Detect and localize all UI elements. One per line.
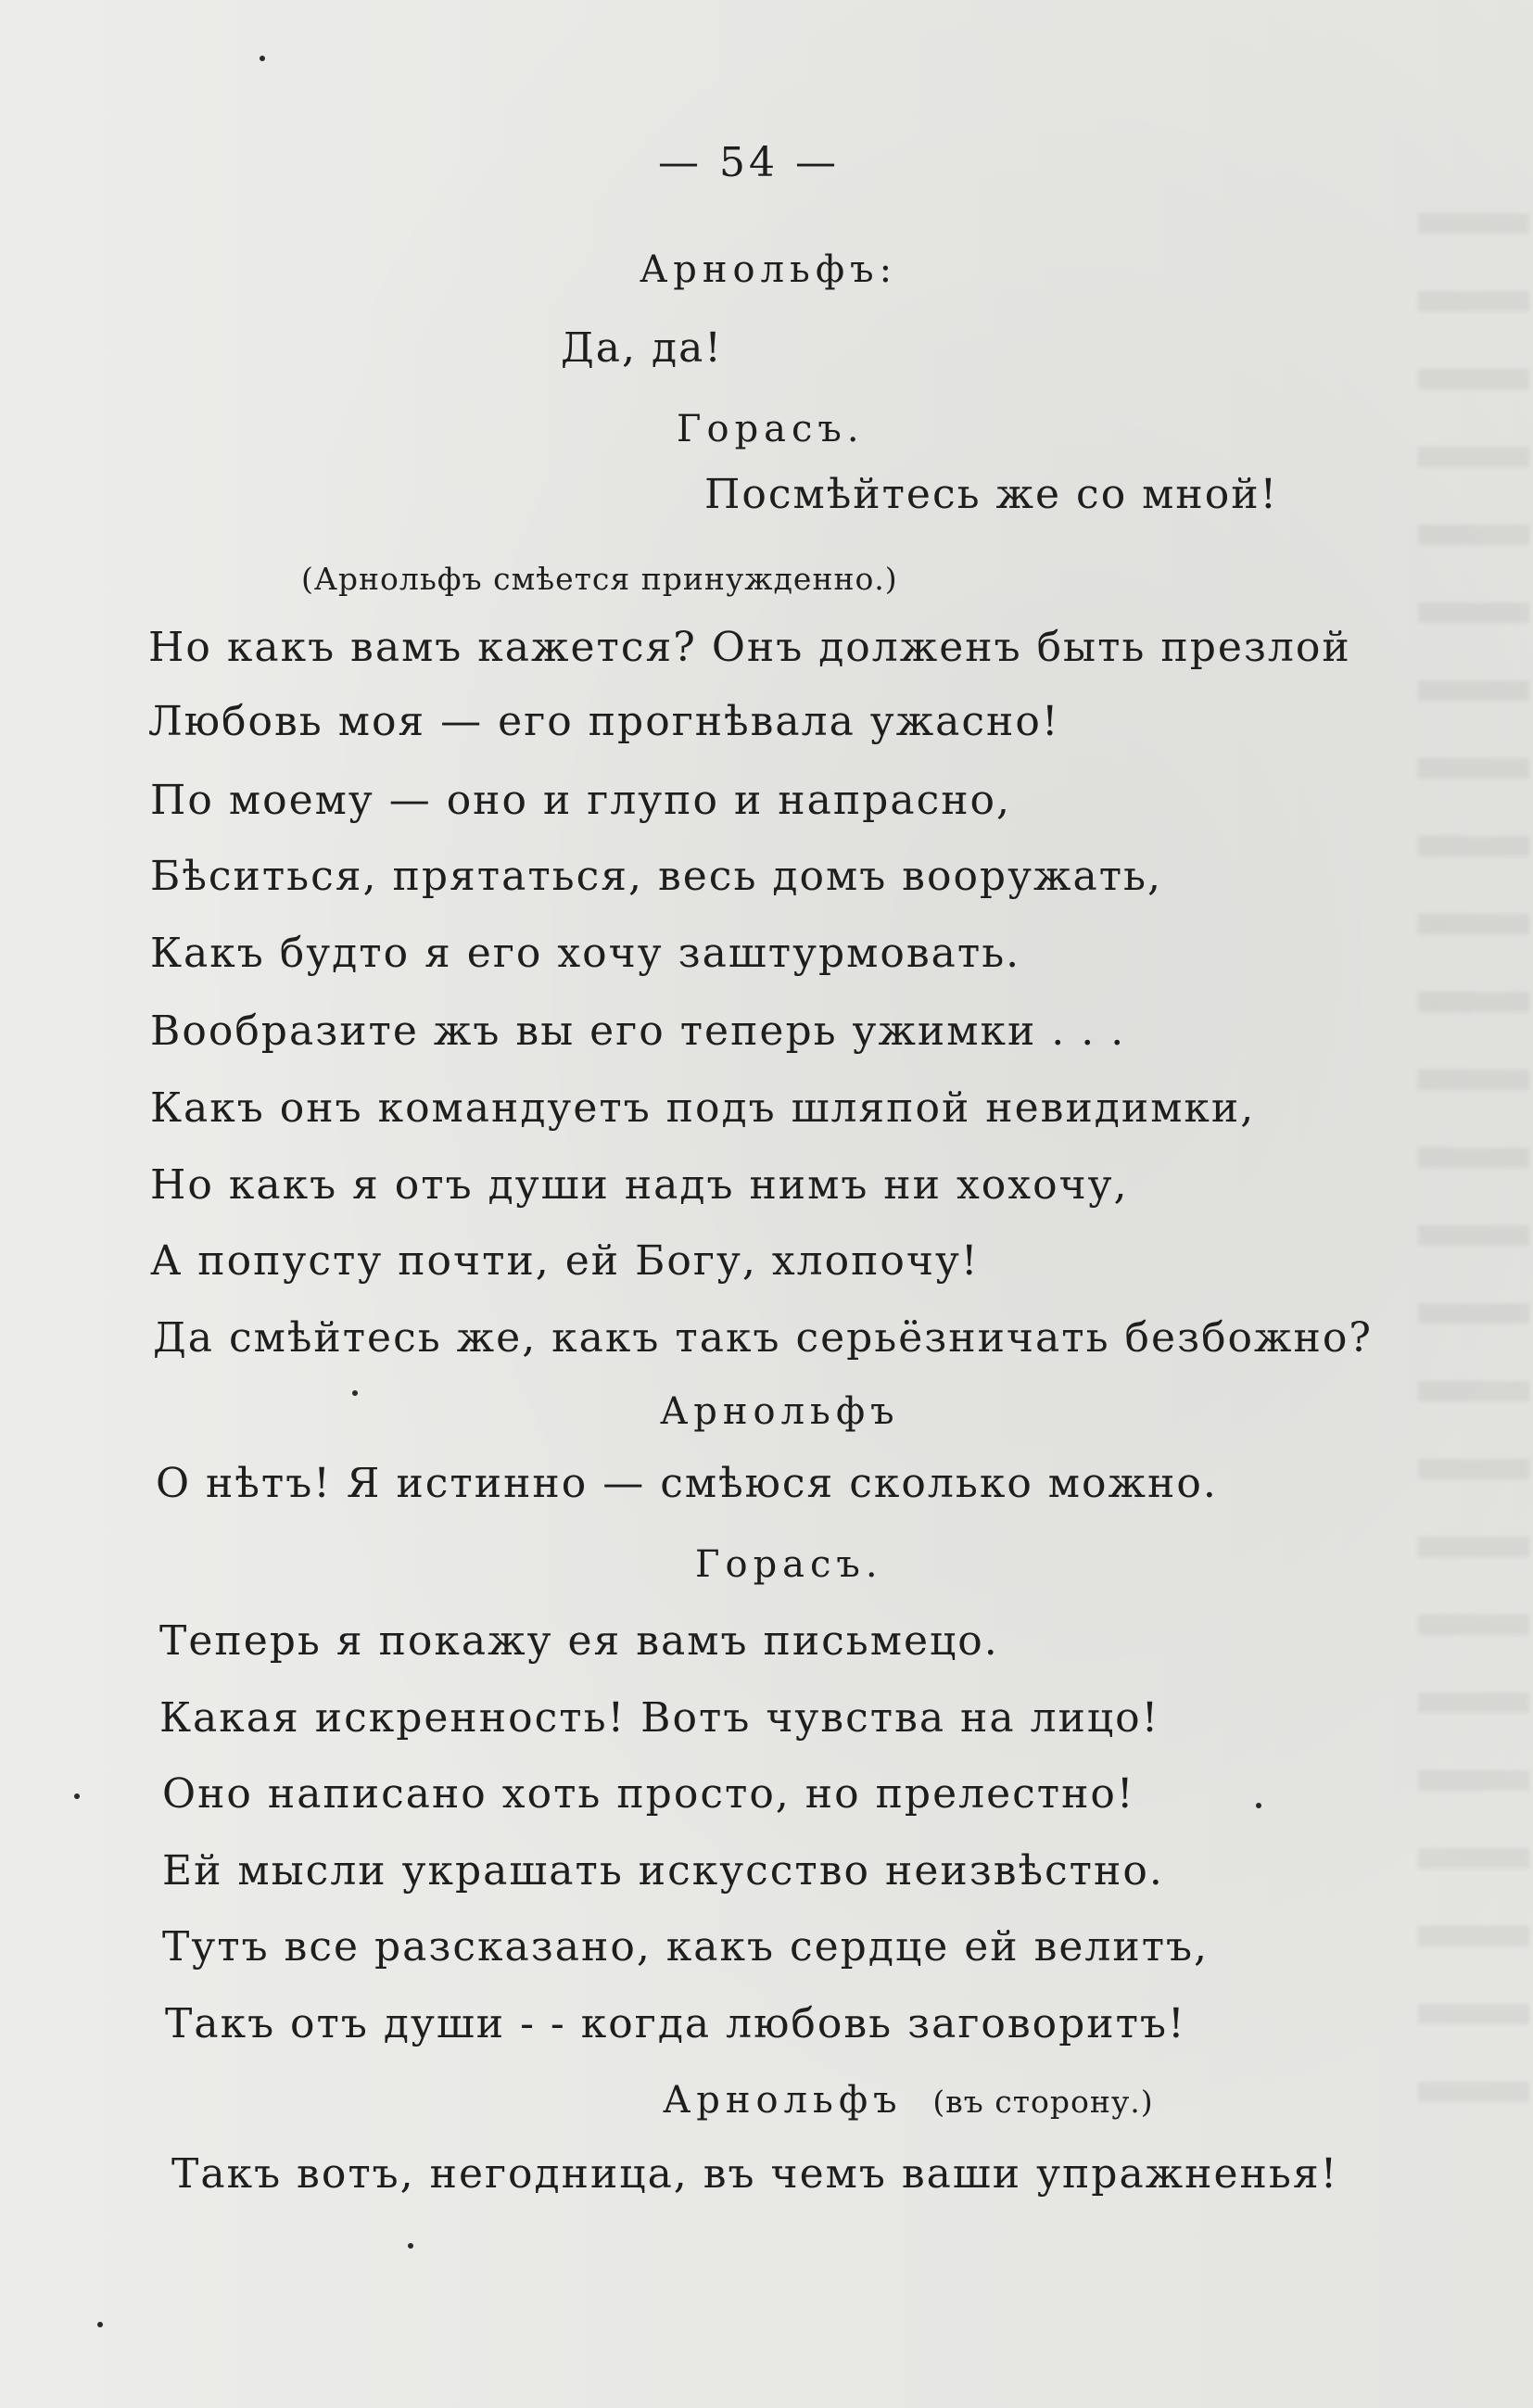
stage-direction-aside: (въ сторону.) [932, 2084, 1154, 2120]
verse-line: Вообразите жъ вы его теперь ужимки . . . [150, 1008, 1126, 1055]
verse-line: Такъ вотъ, негодница, въ чемъ ваши упражненья! [171, 2150, 1339, 2198]
verse-line: Какая искренность! Вотъ чувства на лицо! [159, 1694, 1160, 1742]
speaker-name: Арнольфъ [663, 2079, 903, 2122]
verse-line: Да, да! [561, 324, 723, 372]
verse-line: По моему — оно и глупо и напрасно, [150, 777, 1012, 824]
verse-line: Ей мысли украшать искусство неизвѣстно. [162, 1847, 1164, 1895]
verse-line: Бѣситься, прятаться, весь домъ вооружать, [150, 853, 1162, 900]
verse-line: Любовь моя — его прогнѣвала ужасно! [148, 698, 1060, 745]
paper-speck [408, 2243, 413, 2249]
speaker-horace: Горасъ. [695, 1543, 883, 1586]
paper-speck [260, 56, 265, 61]
verse-line: А попусту почти, ей Богу, хлопочу! [150, 1237, 980, 1285]
verse-line: Какъ онъ командуетъ подъ шляпой невидимки, [150, 1084, 1256, 1132]
verse-line: Тутъ все разсказано, какъ сердце ей велитъ, [162, 1923, 1210, 1971]
verse-line: Теперь я покажу ея вамъ письмецо. [159, 1617, 999, 1665]
paper-speck [352, 1390, 358, 1396]
verse-line: Да смѣйтесь же, какъ такъ серьёзничать безбожно? [153, 1314, 1373, 1362]
verse-line: Но какъ я отъ души надъ нимъ ни хохочу, [150, 1161, 1129, 1209]
verse-line: Но какъ вамъ кажется? Онъ долженъ быть презлой [148, 624, 1351, 671]
paper-speck [74, 1793, 80, 1799]
verse-line: Такъ отъ души - - когда любовь заговоритъ! [165, 2000, 1186, 2047]
speaker-arnolf: Арнольфъ [660, 1390, 900, 1433]
paper-speck [97, 2322, 103, 2327]
verse-line: Посмѣйтесь же со мной! [704, 471, 1279, 518]
stage-direction: (Арнольфъ смѣется принужденно.) [301, 561, 898, 597]
page-number: — 54 — [658, 139, 840, 186]
speaker-arnolf [663, 2079, 1154, 2122]
speaker-arnolf: Арнольфъ: [640, 248, 898, 291]
speaker-horace: Горасъ. [677, 408, 865, 450]
paper-speck [1256, 1803, 1261, 1808]
verse-line: О нѣтъ! Я истинно — смѣюся сколько можно. [156, 1460, 1218, 1507]
bleed-through-text [1418, 213, 1529, 2160]
verse-line: Оно написано хоть просто, но прелестно! [162, 1770, 1135, 1818]
verse-line: Какъ будто я его хочу заштурмовать. [150, 930, 1021, 977]
